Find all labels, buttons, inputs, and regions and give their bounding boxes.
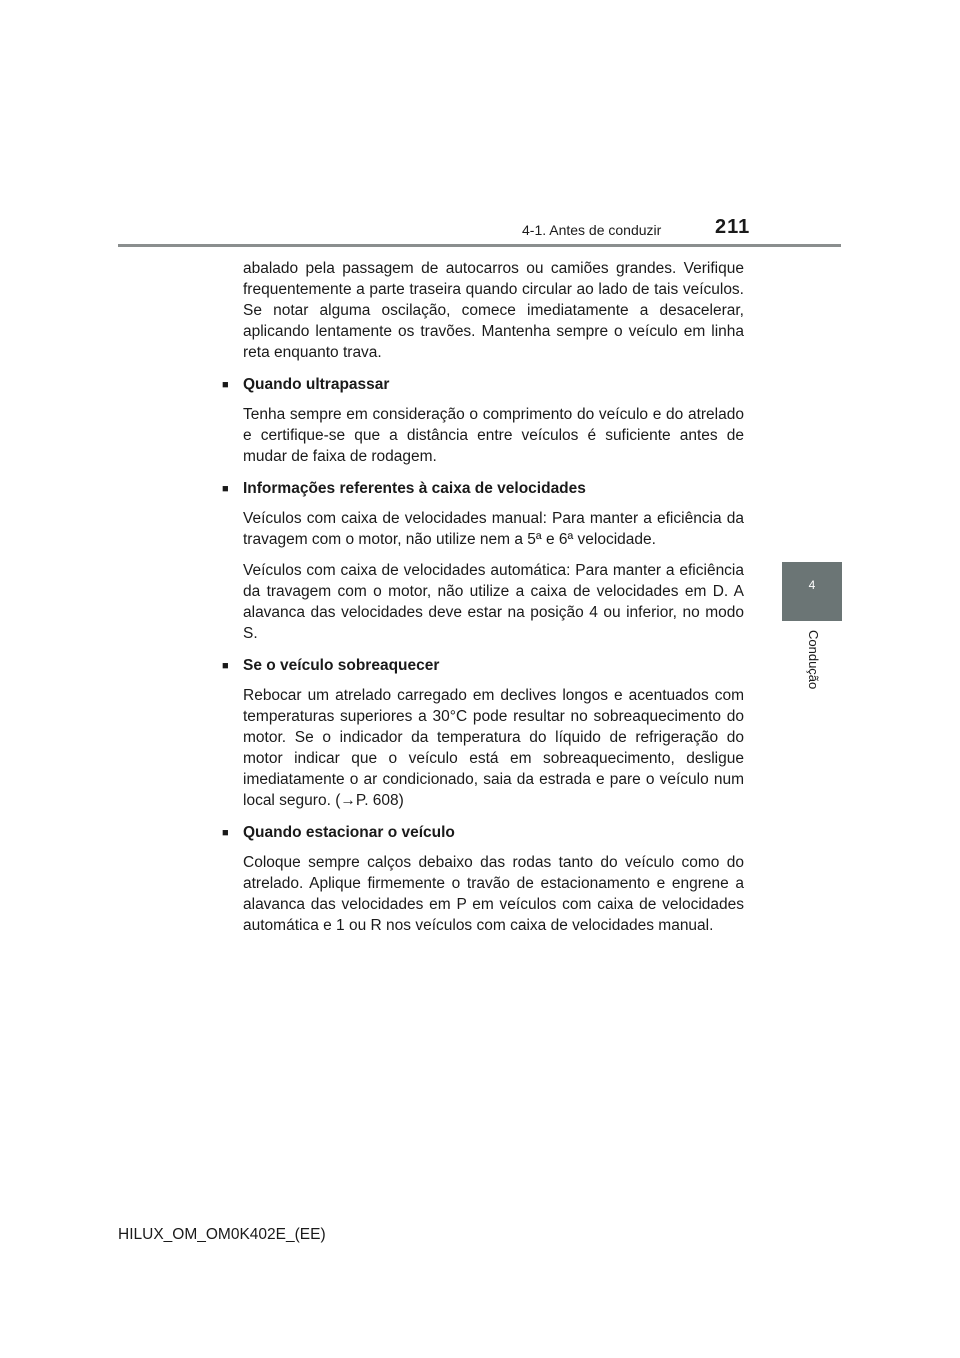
section-body — [222, 852, 744, 936]
square-bullet-icon: ■ — [222, 827, 229, 839]
section-heading — [222, 822, 744, 845]
section-body — [222, 404, 744, 467]
body-paragraph: Tenha sempre em consideração o comprimento do veículo e do atrelado e certifique-se que a distância entre veículos é suficiente antes de mudar de faixa de rodagem. — [243, 406, 744, 465]
square-bullet-icon: ■ — [222, 660, 229, 672]
section-title: Quando estacionar o veículo — [243, 824, 455, 841]
section-item — [222, 822, 744, 936]
section-item — [222, 374, 744, 467]
section-heading — [222, 374, 744, 397]
page-number: 211 — [715, 216, 751, 238]
section-body — [222, 685, 744, 811]
body-paragraph: Coloque sempre calços debaixo das rodas tanto do veículo como do atrelado. Aplique firmemente o travão de estacionamento e engrene a alavanca das velocidades em P em veículos com caixa de velocidades automática e 1 ou R nos veículos com caixa de velocidades manual. — [243, 854, 744, 934]
section-title: Quando ultrapassar — [243, 376, 390, 393]
section-title: Informações referentes à caixa de velocidades — [243, 480, 586, 497]
section-item — [222, 655, 744, 811]
section-heading — [222, 478, 744, 501]
body-paragraph: Veículos com caixa de velocidades automática: Para manter a eficiência da travagem com o motor, não utilize a caixa de velocidades em D. A alavanca das velocidades deve estar na posição 4 ou inferior, no modo S. — [243, 562, 744, 642]
section-body — [222, 508, 744, 644]
lead-paragraph: abalado pela passagem de autocarros ou camiões grandes. Verifique frequentemente a parte traseira quando circular ao lado de tais veículos. Se notar alguma oscilação, comece imediatamente a desacelerar, aplicando lentamente os travões. Mantenha sempre o veículo em linha reta enquanto trava. — [243, 260, 744, 361]
square-bullet-icon: ■ — [222, 379, 229, 391]
section-header: 4-1. Antes de conduzir — [522, 222, 662, 238]
body-paragraph: Veículos com caixa de velocidades manual: Para manter a eficiência da travagem com o motor, não utilize nem a 5ª e 6ª velocidade. — [243, 510, 744, 548]
chapter-tab-number: 4 — [808, 578, 816, 592]
body-paragraph: Rebocar um atrelado carregado em declives longos e acentuados com temperaturas superiores a 30°C pode resultar no sobreaquecimento do motor. Se o indicador da temperatura do líquido de refrigeração do motor indicar que o veículo está em sobreaquecimento, desligue imediatamente o ar condicionado, saia da estrada e pare o veículo num local seguro. (→P. 608) — [243, 687, 744, 809]
section-heading — [222, 655, 744, 678]
section-title: Se o veículo sobreaquecer — [243, 657, 440, 674]
section-item — [222, 478, 744, 644]
chapter-tab-label: Condução — [806, 630, 821, 690]
square-bullet-icon: ■ — [222, 483, 229, 495]
header-divider — [118, 244, 841, 247]
document-code: HILUX_OM_OM0K402E_(EE) — [118, 1226, 326, 1243]
page-content — [222, 258, 744, 936]
